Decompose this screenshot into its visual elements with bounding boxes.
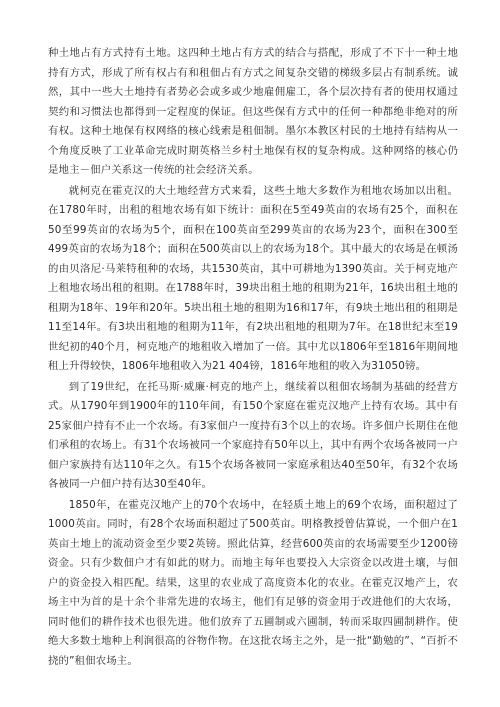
document-body [48,44,458,671]
paragraph-4: 1850年，在霍克汉地产上的70个农场中，在轻质土地上的69个农场，面积超过了1000英亩。同时，有28个农场面积超过了500英亩。明格教授曾估算说，一个佃户在1英亩土地上的流动资金至少要2英镑。照此估算，经营600英亩的农场需要至少1200镑资金。只有少数佃户才有如此的财力。而地主每年也要投入大宗资金以改进土壤，与佃户的资金投入相匹配。结果，这里的农业成了高度资本化的农业。在霍克汉地产上，农场主中为首的是十余个非常先进的农场主，他们有足够的资金用于改进他们的大农场，同时他们的耕作技术也很先进。他们放弃了五圃制或六圃制，转而采取四圃制耕作。使绝大多数土地种上利润很高的谷物作物。在这批农场主之外，是一批“勤勉的”、“百折不挠的”租佃农场主。 [48,498,458,667]
paragraph-1: 种土地占有方式持有土地。这四种土地占有方式的结合与搭配，形成了不下十一种土地持有方式，形成了所有权占有和租佃占有方式之间复杂交错的梯级多层占有制系统。诚然，其中一些大土地持有者势必会或多或少地雇佣雇工，各个层次持有者的使用权通过契约和习惯法也都得到一定程度的保证。但这些保有方式中的任何一种都绝非绝对的所有权。这种土地保有权网络的核心线索是租佃制。墨尔本教区村民的土地持有结构从一个角度反映了工业革命完成时期英格兰乡村土地保有权的复杂构成。这种网络的核心仍是地主－佃户关系这一传统的社会经济关系。 [48,47,458,176]
paragraph-2: 就柯克在霍克汉的大土地经营方式来看，这些土地大多数作为租地农场加以出租。在1780年时，出租的租地农场有如下统计：面积在5至49英亩的农场有25个，面积在50至99英亩的农场为5个，面积在100英亩至299英亩的农场为23个，面积在300至499英亩的农场为18个；面积在500英亩以上的农场为18个。其中最大的农场是在顿汤的由贝洛尼·马莱特租种的农场，共1530英亩，其中可耕地为1390英亩。关于柯克地产上租地农场出租的租期。在1788年时，39块出租土地的租期为21年，16块出租土地的租期为18年、19年和20年。5块出租土地的租期为16和17年，有9块土地出租的租期是11至14年。有3块出租地的租期为11年，有2块出租地的租期为7年。在18世纪末至19世纪初的40个月，柯克地产的地租收入增加了一倍。其中尤以1806年至1816年期间地租上升得较快，1806年地租收入为21 404镑，1816年地租的收入为31050镑。 [48,184,458,372]
paragraph-3: 到了19世纪，在托马斯·威廉·柯克的地产上，继续着以租佃农场制为基础的经营方式。从1790年到1900年的110年间，有150个家庭在霍克汉地产上持有农场。其中有25家佃户持有不止一个农场。有3家佃户一度持有3个以上的农场。许多佃户长期住在他们承租的农场上。有31个农场被同一个家庭持有50年以上，其中有两个农场各被同一户佃户家族持有达110年之久。有15个农场各被同一家庭承租达40至50年，有32个农场各被同一户佃户持有达30至40年。 [48,380,458,490]
